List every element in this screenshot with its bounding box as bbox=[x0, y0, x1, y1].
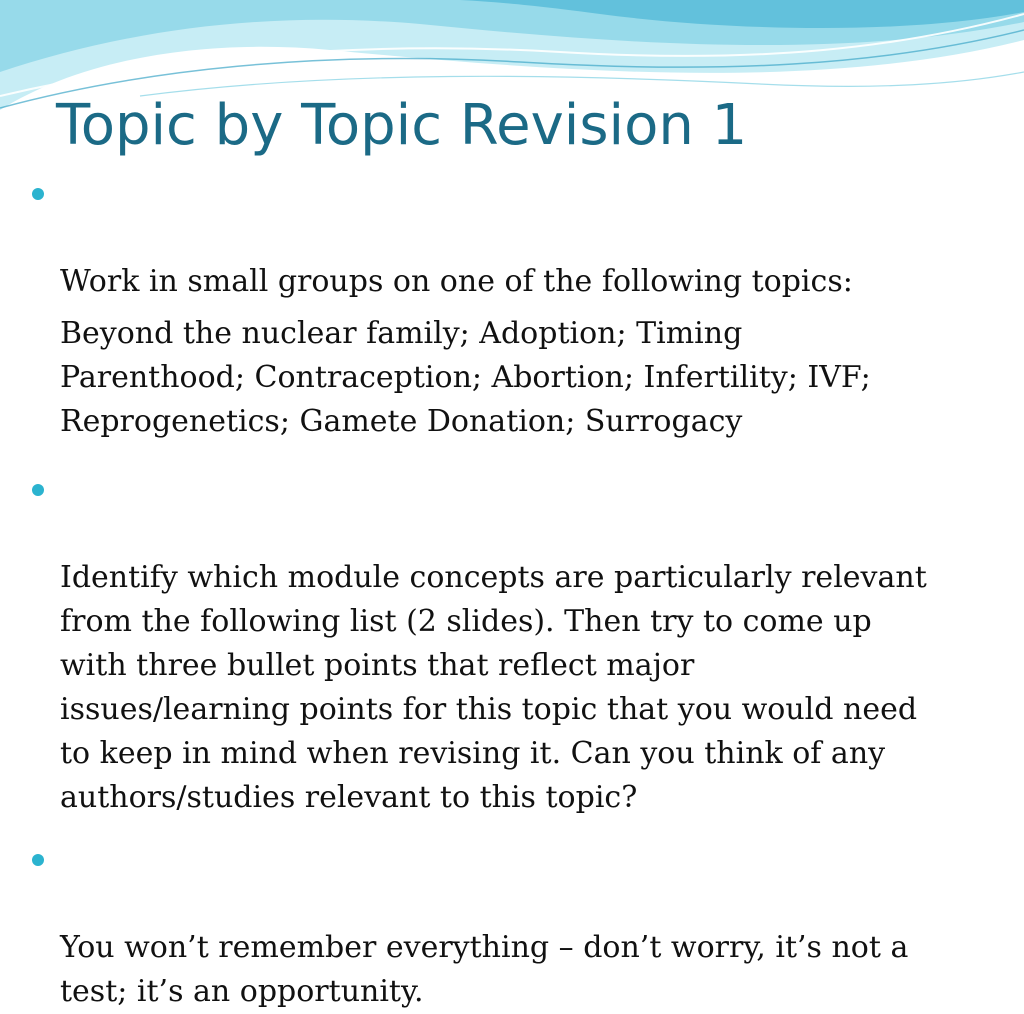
slide-body bbox=[32, 172, 972, 1014]
bullet-dot-icon bbox=[32, 854, 44, 866]
bullet-text: You won’t remember everything – don’t worry, it’s not a test; it’s an opportunity. bbox=[60, 930, 909, 1009]
bullet-dot-icon bbox=[32, 188, 44, 200]
bullet-text: Work in small groups on one of the following topics: bbox=[60, 264, 853, 299]
bullet-dot-icon bbox=[32, 484, 44, 496]
bullet-item bbox=[32, 172, 972, 304]
bullet-item bbox=[32, 468, 972, 820]
bullet-text: Identify which module concepts are particularly relevant from the following list (2 slides). Then try to come up with three bullet points that reflect major issues/learning points for this topic that you would need to keep in mind when revising it. Can you think of any authors/studies relevant to this topic? bbox=[60, 560, 927, 815]
topic-list-text: Beyond the nuclear family; Adoption; Timing Parenthood; Contraception; Abortion; Infertility; IVF; Reprogenetics; Gamete Donation; Surrogacy bbox=[60, 316, 871, 439]
slide-title: Topic by Topic Revision 1 bbox=[56, 93, 748, 158]
bullet-item bbox=[32, 838, 972, 1014]
